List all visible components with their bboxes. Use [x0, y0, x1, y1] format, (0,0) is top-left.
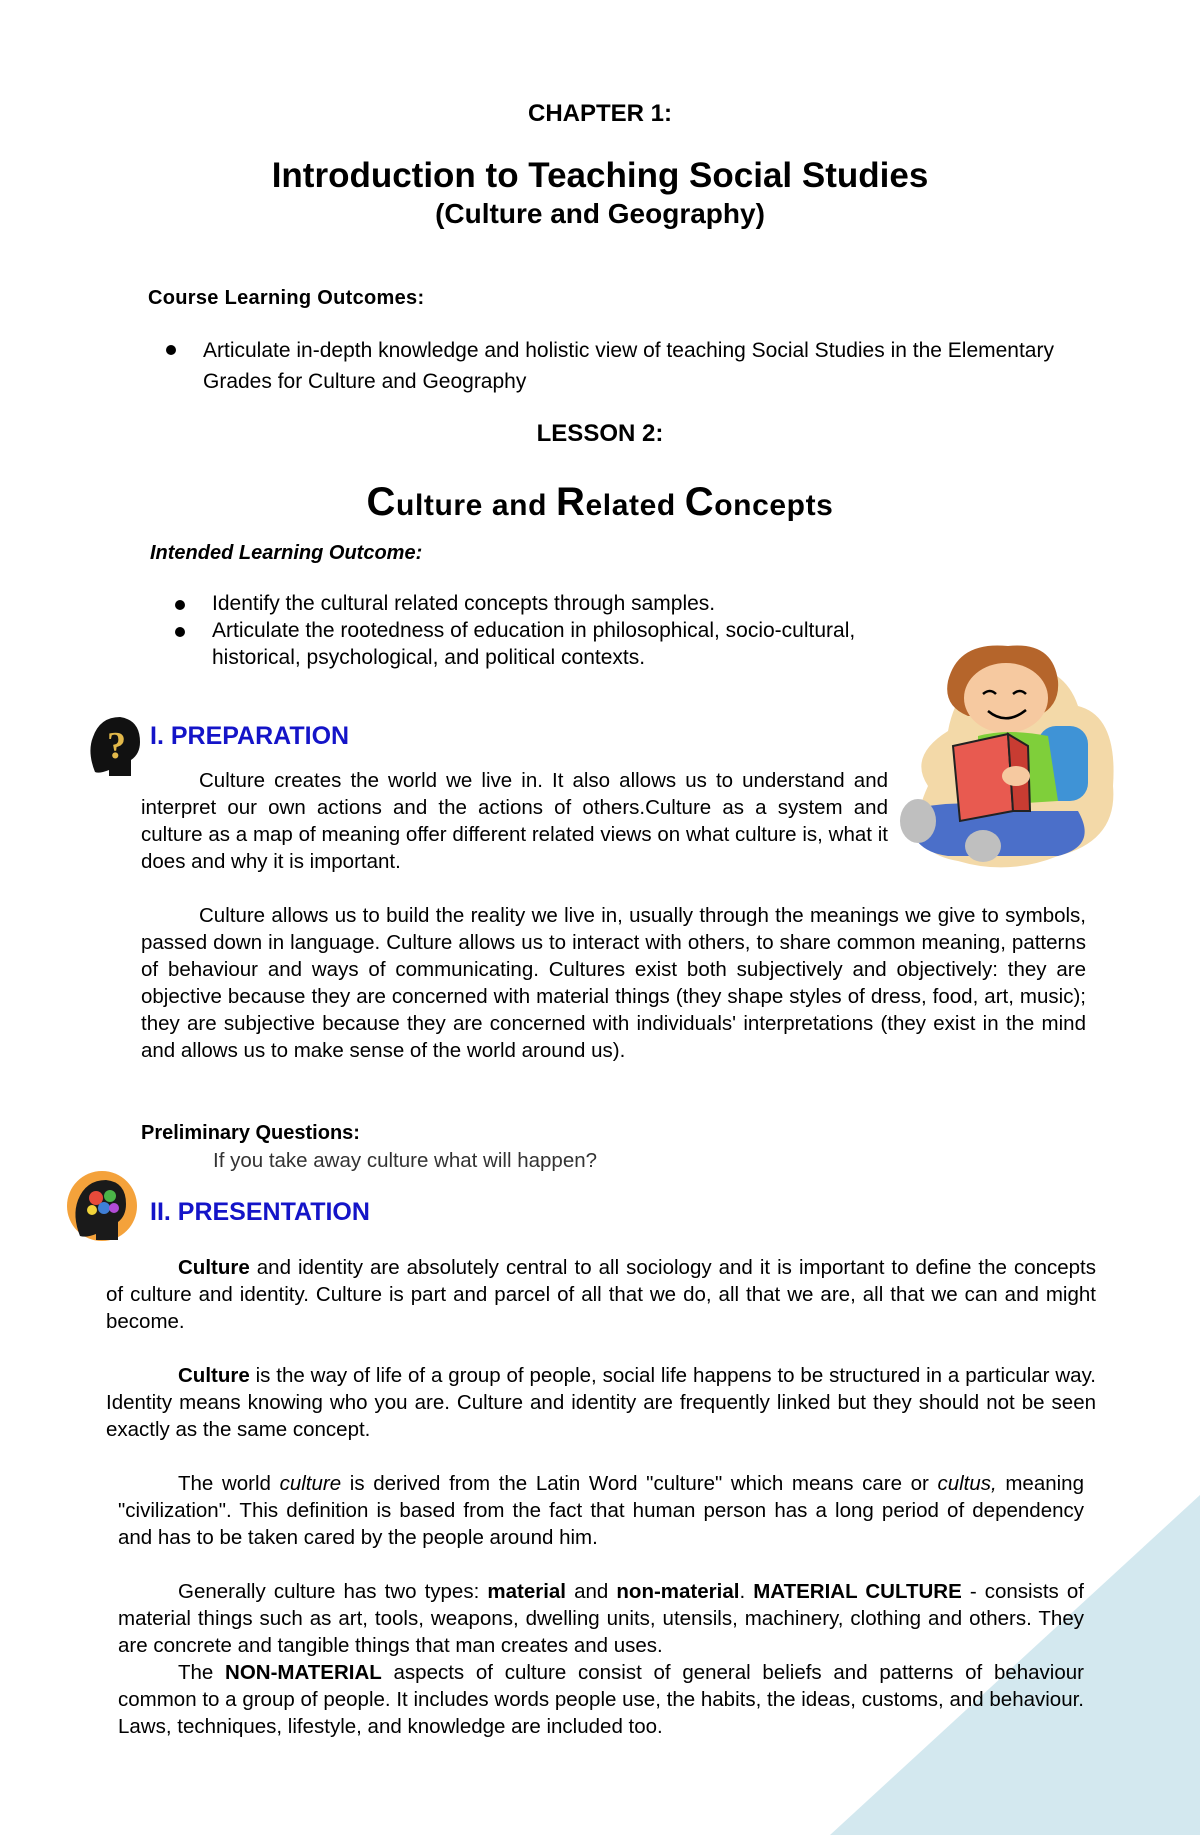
- list-item: Identify the cultural related concepts through samples.: [212, 590, 872, 617]
- preparation-paragraph-1: Culture creates the world we live in. It also allows us to understand and interpret our own actions and the actions of others.Culture as a system and culture as a map of meaning offer different related views on what culture is, what it does and why it is important.: [141, 769, 888, 873]
- presentation-paragraph-1: Culture and identity are absolutely central to all sociology and it is important to define the concepts of culture and identity. Culture is part and parcel of all that we do, all that we are, all that we can and might become.: [106, 1256, 1096, 1333]
- page-title: Introduction to Teaching Social Studies: [271, 156, 929, 195]
- bullet-icon: [166, 345, 176, 355]
- intended-outcome-list: [212, 590, 872, 671]
- reading-boy-illustration: [888, 636, 1122, 872]
- brain-head-icon: [66, 1170, 138, 1246]
- presentation-heading: II. PRESENTATION: [150, 1198, 370, 1226]
- presentation-paragraph-3: The world culture is derived from the Latin Word "culture" which means care or cultus, meaning "civilization". This definition is based from the fact that human person has a long period of dependency and has to be taken cared by the people around him.: [118, 1472, 1084, 1549]
- lesson-title: Culture and Related Concepts: [366, 480, 834, 524]
- course-outcomes-list: [203, 335, 1073, 397]
- presentation-paragraph-2: Culture is the way of life of a group of people, social life happens to be structured in a particular way. Identity means knowing who you are. Culture and identity are frequently linked but they should not be seen exactly as the same concept.: [106, 1364, 1096, 1441]
- chapter-label: CHAPTER 1:: [527, 100, 672, 127]
- preparation-paragraph-2: Culture allows us to build the reality we live in, usually through the meanings we give to symbols, passed down in language. Culture allows us to interact with others, to share common meaning, patterns of behaviour and ways of communicating. Cultures exist both subjectively and objectively: they are objective because they are concerned with material things (they shape styles of dress, food, art, music); they are subjective because they are concerned with individuals' interpretations (they exist in the mind and allows us to make sense of the world around us).: [141, 904, 1086, 1062]
- bullet-icon: [175, 600, 185, 610]
- preparation-heading: I. PREPARATION: [150, 722, 350, 750]
- svg-text:?: ?: [107, 725, 126, 767]
- question-head-icon: [85, 712, 143, 780]
- bullet-icon: [175, 627, 185, 637]
- intended-outcome-heading: Intended Learning Outcome:: [150, 542, 423, 564]
- preliminary-question: If you take away culture what will happen?: [213, 1149, 598, 1172]
- list-item: Articulate the rootedness of education in philosophical, socio-cultural, historical, psychological, and political contexts.: [212, 617, 872, 671]
- page-subtitle: (Culture and Geography): [435, 198, 765, 229]
- lesson-label: LESSON 2:: [536, 420, 664, 447]
- course-outcomes-heading: Course Learning Outcomes:: [148, 287, 425, 309]
- presentation-paragraph-4: Generally culture has two types: material and non-material. MATERIAL CULTURE - consists of material things such as art, tools, weapons, dwelling units, utensils, machinery, clothing and others. They are concrete and tangible things that man creates and uses. The NON-MATERIAL aspects of culture consist of general beliefs and patterns of behaviour common to a group of people. It includes words people use, the habits, the ideas, customs, and behaviour. Laws, techniques, lifestyle, and knowledge are included too.: [118, 1580, 1084, 1738]
- preliminary-questions-heading: Preliminary Questions:: [141, 1122, 360, 1144]
- list-item: Articulate in-depth knowledge and holistic view of teaching Social Studies in the Elementary Grades for Culture and Geography: [203, 335, 1073, 397]
